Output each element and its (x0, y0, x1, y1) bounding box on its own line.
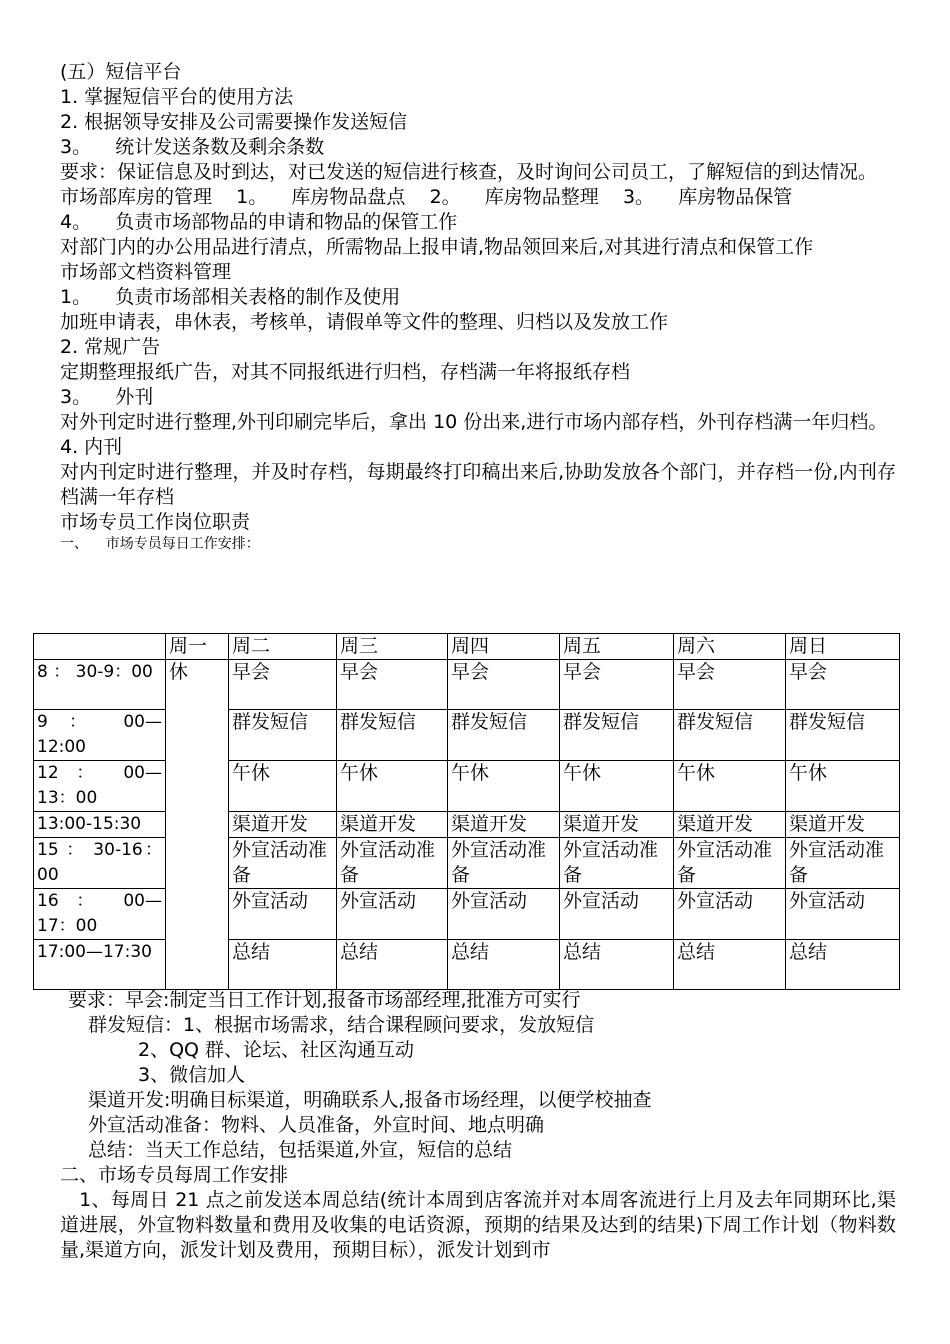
document-body (60, 60, 896, 553)
requirement-line: 要求：早会:制定当日工作计划,报备市场部经理,批准方可实行 (68, 989, 581, 1011)
table-row (34, 660, 900, 710)
task-cell: 外宣活动准备 (448, 838, 560, 889)
task-cell: 早会 (229, 660, 337, 710)
time-slot-cell: 13:00-15:30 (34, 812, 166, 838)
paragraph: 1. 掌握短信平台的使用方法 (60, 86, 294, 108)
task-cell: 午休 (560, 761, 674, 812)
day-header-cell: 周二 (229, 634, 337, 660)
day-header-cell: 周三 (337, 634, 448, 660)
time-slot-cell: 15 ： 30-16：00 (34, 838, 166, 889)
requirements-section (60, 988, 896, 1263)
day-header-cell: 周一 (166, 634, 229, 660)
paragraph: 3。 外刊 (60, 386, 154, 408)
task-cell: 外宣活动 (560, 889, 674, 940)
task-cell: 早会 (560, 660, 674, 710)
table-caption: 一、 市场专员每日工作安排： (60, 536, 260, 552)
paragraph: 加班申请表，串休表，考核单，请假单等文件的整理、归档以及发放工作 (60, 311, 669, 333)
task-cell: 群发短信 (229, 710, 337, 761)
task-cell: 早会 (674, 660, 786, 710)
requirement-line: 渠道开发:明确目标渠道，明确联系人,报备市场经理，以便学校抽查 (88, 1089, 652, 1111)
table-row (34, 761, 900, 812)
time-slot-cell: 16 ： 00—17：00 (34, 889, 166, 940)
task-cell: 渠道开发 (229, 812, 337, 838)
task-cell: 外宣活动 (229, 889, 337, 940)
day-header-cell: 周六 (674, 634, 786, 660)
task-cell: 午休 (674, 761, 786, 812)
time-slot-cell: 17:00—17:30 (34, 940, 166, 990)
heading-docs-management: 市场部文档资料管理 (60, 261, 232, 283)
task-cell: 外宣活动准备 (786, 838, 900, 889)
task-cell: 渠道开发 (337, 812, 448, 838)
day-header-cell: 周四 (448, 634, 560, 660)
monday-off-cell: 休 (166, 660, 229, 990)
schedule-body (34, 634, 900, 990)
table-row (34, 889, 900, 940)
task-cell: 外宣活动准备 (674, 838, 786, 889)
task-cell: 群发短信 (337, 710, 448, 761)
requirement-line: 外宣活动准备：物料、人员准备，外宣时间、地点明确 (88, 1114, 545, 1136)
task-cell: 群发短信 (560, 710, 674, 761)
task-cell: 早会 (337, 660, 448, 710)
task-cell: 渠道开发 (674, 812, 786, 838)
task-cell: 早会 (786, 660, 900, 710)
task-cell: 总结 (560, 940, 674, 990)
task-cell: 外宣活动 (448, 889, 560, 940)
task-cell: 群发短信 (448, 710, 560, 761)
requirement-line: 3、微信加人 (138, 1064, 246, 1086)
task-cell: 总结 (674, 940, 786, 990)
table-header-row (34, 634, 900, 660)
heading-job-duties: 市场专员工作岗位职责 (60, 511, 251, 533)
paragraph: 对部门内的办公用品进行清点，所需物品上报申请,物品领回来后,对其进行清点和保管工作 (60, 236, 814, 258)
time-slot-cell: 8 ： 30-9：00 (34, 660, 166, 710)
task-cell: 外宣活动 (786, 889, 900, 940)
task-cell: 午休 (229, 761, 337, 812)
header-corner-cell (34, 634, 166, 660)
paragraph: 4。 负责市场部物品的申请和物品的保管工作 (60, 211, 458, 233)
day-header-cell: 周五 (560, 634, 674, 660)
heading-weekly-schedule: 二、市场专员每周工作安排 (60, 1164, 289, 1186)
table-row (34, 710, 900, 761)
task-cell: 午休 (337, 761, 448, 812)
paragraph: 1。 负责市场部相关表格的制作及使用 (60, 286, 401, 308)
task-cell: 总结 (448, 940, 560, 990)
task-cell: 群发短信 (786, 710, 900, 761)
task-cell: 早会 (448, 660, 560, 710)
requirement-line: 总结：当天工作总结，包括渠道,外宣，短信的总结 (88, 1139, 513, 1161)
heading-sms-platform: (五）短信平台 (60, 61, 182, 83)
day-header-cell: 周日 (786, 634, 900, 660)
requirement-line: 1、每周日 21 点之前发送本周总结(统计本周到店客流并对本周客流进行上月及去年同期环比,渠道进展，外宣物料数量和费用及收集的电话资源，预期的结果及达到的结果)下周工作计划（物料数量,渠道方向，派发计划及费用，预期目标），派发计划到市 (60, 1189, 896, 1261)
task-cell: 总结 (786, 940, 900, 990)
paragraph: 市场部库房的管理 1。 库房物品盘点 2。 库房物品整理 3。 库房物品保管 (60, 186, 793, 208)
paragraph: 2. 常规广告 (60, 336, 161, 358)
time-slot-cell: 9 ： 00—12:00 (34, 710, 166, 761)
paragraph: 要求：保证信息及时到达，对已发送的短信进行核查，及时询问公司员工，了解短信的到达情况。 (60, 161, 878, 183)
paragraph: 3。 统计发送条数及剩余条数 (60, 136, 325, 158)
task-cell: 渠道开发 (786, 812, 900, 838)
task-cell: 外宣活动 (337, 889, 448, 940)
task-cell: 午休 (786, 761, 900, 812)
paragraph: 4. 内刊 (60, 436, 123, 458)
task-cell: 外宣活动准备 (560, 838, 674, 889)
task-cell: 群发短信 (674, 710, 786, 761)
daily-schedule-table (33, 633, 900, 990)
table-row (34, 940, 900, 990)
task-cell: 外宣活动准备 (229, 838, 337, 889)
requirement-line: 群发短信：1、根据市场需求，结合课程顾问要求，发放短信 (88, 1014, 595, 1036)
paragraph: 对内刊定时进行整理，并及时存档，每期最终打印稿出来后,协助发放各个部门，并存档一份,内刊存档满一年存档 (60, 461, 896, 508)
table-row (34, 838, 900, 889)
paragraph: 对外刊定时进行整理,外刊印刷完毕后，拿出 10 份出来,进行市场内部存档，外刊存档满一年归档。 (60, 411, 888, 433)
task-cell: 外宣活动准备 (337, 838, 448, 889)
task-cell: 渠道开发 (448, 812, 560, 838)
task-cell: 总结 (337, 940, 448, 990)
time-slot-cell: 12 ： 00—13：00 (34, 761, 166, 812)
requirement-line: 2、QQ 群、论坛、社区沟通互动 (138, 1039, 415, 1061)
paragraph: 定期整理报纸广告，对其不同报纸进行归档，存档满一年将报纸存档 (60, 361, 631, 383)
task-cell: 外宣活动 (674, 889, 786, 940)
task-cell: 总结 (229, 940, 337, 990)
task-cell: 渠道开发 (560, 812, 674, 838)
paragraph: 2. 根据领导安排及公司需要操作发送短信 (60, 111, 408, 133)
task-cell: 午休 (448, 761, 560, 812)
table-row (34, 812, 900, 838)
